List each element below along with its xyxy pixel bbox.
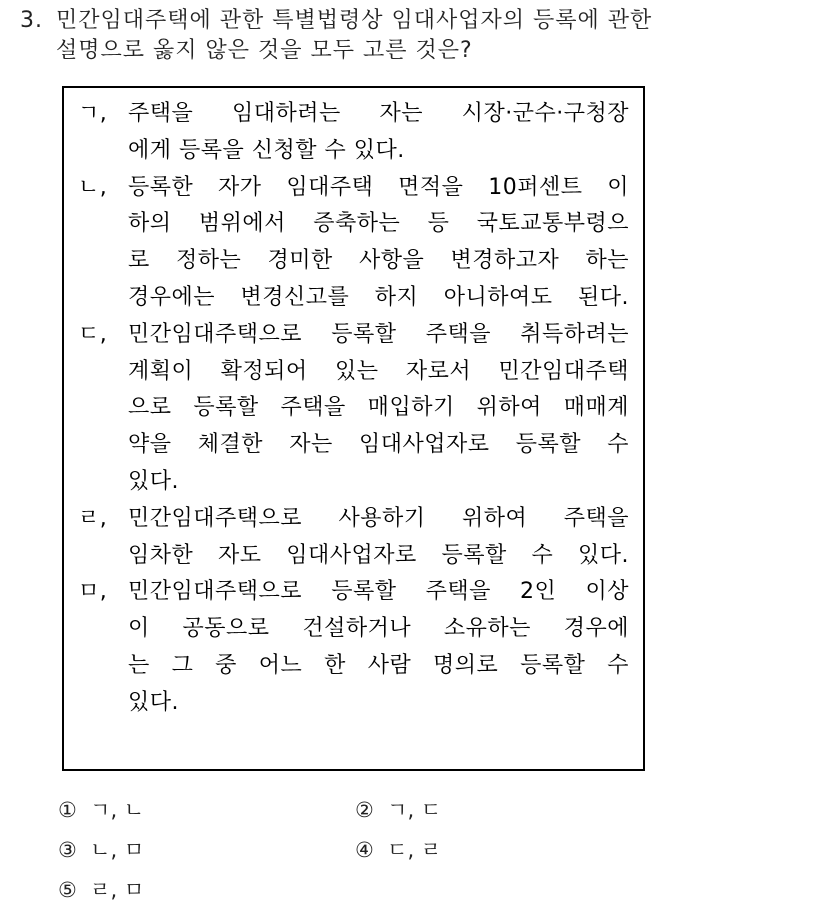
statement-text <box>128 170 629 317</box>
statement-item-e <box>78 574 629 721</box>
statement-line: 민간임대주택으로 사용하기 위하여 주택을 <box>128 505 629 531</box>
statement-line: 에게 등록을 신청할 수 있다. <box>128 137 405 163</box>
statement-line: 있다. <box>128 689 179 715</box>
choice-3[interactable]: ③ ㄴ, ㅁ <box>58 838 145 862</box>
statement-marker: ㄷ, <box>78 321 108 347</box>
question-line-1 <box>20 6 810 36</box>
statement-item-a <box>78 96 629 170</box>
statement-line: 임차한 자도 임대사업자로 등록할 수 있다. <box>128 542 629 568</box>
question-stem <box>20 6 810 66</box>
statement-text <box>128 501 629 575</box>
choice-2[interactable]: ② ㄱ, ㄷ <box>355 798 442 822</box>
statement-text <box>128 96 629 170</box>
statement-line: 민간임대주택으로 등록할 주택을 취득하려는 <box>128 321 629 347</box>
question-number: 3. <box>20 8 43 33</box>
statement-line: 경우에는 변경신고를 하지 아니하여도 된다. <box>128 284 629 310</box>
statement-line: 로 정하는 경미한 사항을 변경하고자 하는 <box>128 248 629 274</box>
statement-item-b <box>78 170 629 317</box>
statement-line: 있다. <box>128 468 179 494</box>
question-text-2: 설명으로 옳지 않은 것을 모두 고른 것은? <box>56 38 473 63</box>
statement-line: 이 공동으로 건설하거나 소유하는 경우에 <box>128 616 629 642</box>
statement-line: 약을 체결한 자는 임대사업자로 등록할 수 <box>128 432 629 458</box>
statement-line: 등록한 자가 임대주택 면적을 10퍼센트 이 <box>128 174 629 200</box>
question-text-1: 민간임대주택에 관한 특별법령상 임대사업자의 등록에 관한 <box>56 8 653 33</box>
choice-4[interactable]: ④ ㄷ, ㄹ <box>355 838 442 862</box>
statement-line: 으로 등록할 주택을 매입하기 위하여 매매계 <box>128 395 629 421</box>
statement-marker: ㄱ, <box>78 101 108 126</box>
statement-line: 는 그 중 어느 한 사람 명의로 등록할 수 <box>128 652 629 678</box>
statement-marker: ㄹ, <box>78 505 108 531</box>
statement-marker: ㅁ, <box>78 579 108 605</box>
statement-text <box>128 574 629 721</box>
choice-5[interactable]: ⑤ ㄹ, ㅁ <box>58 878 145 902</box>
statement-marker: ㄴ, <box>78 174 108 200</box>
statement-item-d <box>78 501 629 575</box>
statement-line: 민간임대주택으로 등록할 주택을 2인 이상 <box>128 579 629 605</box>
statement-box <box>62 86 645 771</box>
statement-line: 주택을 임대하려는 자는 시장·군수·구청장 <box>128 101 629 126</box>
choice-1[interactable]: ① ㄱ, ㄴ <box>58 798 145 822</box>
statement-line: 계획이 확정되어 있는 자로서 민간임대주택 <box>128 358 629 384</box>
statement-item-c <box>78 317 629 501</box>
statement-line: 하의 범위에서 증축하는 등 국토교통부령으 <box>128 211 629 237</box>
statement-text <box>128 317 629 501</box>
